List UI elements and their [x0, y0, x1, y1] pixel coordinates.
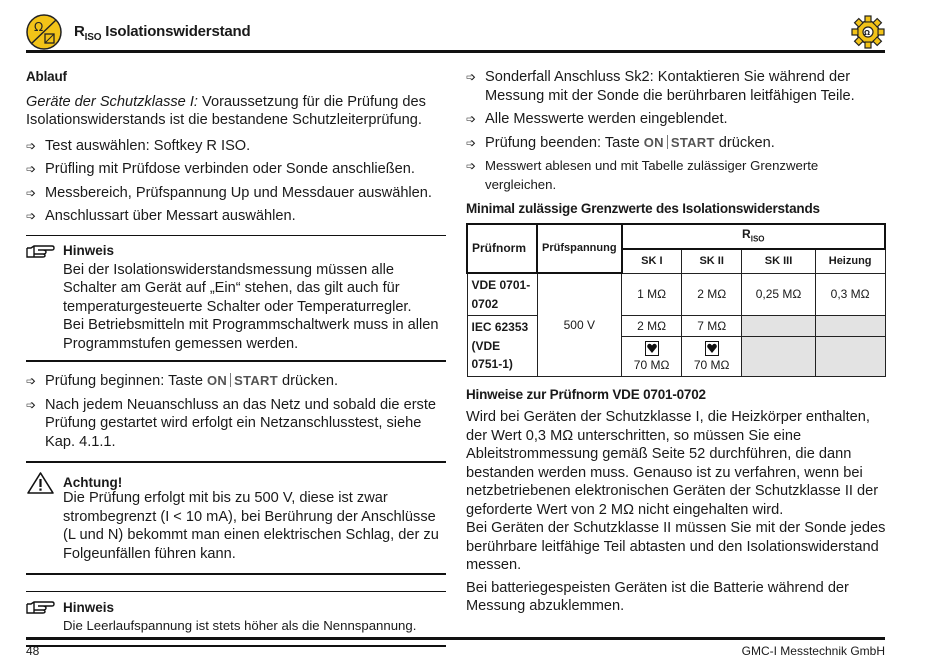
step-mode: ➩ Anschlussart über Messart auswählen. — [26, 208, 296, 224]
table-subheader: Heizung — [815, 249, 885, 273]
step-netz: ➩ Nach jedem Neuanschluss an das Netz und sobald die erste Prüfung gestartet wird erfolgt ein Netzanschlusstest, siehe Kap. 4.1.1. — [26, 396, 437, 450]
table-title: Minimal zulässige Grenzwerte des Isolationswiderstands — [466, 201, 820, 216]
step-end: ➩ Prüfung beenden: Taste ON START drücken. — [466, 134, 775, 151]
limits-table — [466, 223, 886, 377]
warning-title: Achtung! — [63, 474, 123, 490]
table-subheader: SK I — [622, 249, 682, 273]
company-name: GMC-I Messtechnik GmbH — [741, 644, 885, 658]
norm-notes-p3: Bei batteriegespeisten Geräten ist die Batterie während der Messung abzuklemmen. — [466, 579, 849, 615]
norm-notes-p2: Bei Geräten der Schutzklasse II müssen Sie mit der Sonde jedes berührbare leitfähige Teil abtasten und den Isolationswiderstand messen. — [466, 520, 886, 574]
gear-icon — [851, 15, 885, 49]
ohm-yellow-icon — [26, 14, 62, 50]
table-cell-empty — [815, 336, 885, 376]
arrow-bullet-icon: ➩ — [466, 135, 477, 150]
note-text: Bei der Isolationswiderstandsmessung müssen alle Schalter am Gerät auf „Ein“ stehen, das gilt auch für temperaturgesteuerte Schalter oder Temperaturregler. Bei Betriebsmitteln mit Programmschaltwerk muss in allen Programmstufen gemessen werden. — [63, 261, 439, 352]
arrow-bullet-icon: ➩ — [466, 159, 477, 173]
norm-notes-title: Hinweise zur Prüfnorm VDE 0701-0702 — [466, 386, 706, 402]
table-header-norm: Prüfnorm — [467, 224, 537, 274]
table-subheader: SK II — [682, 249, 742, 273]
note-box — [26, 236, 446, 361]
step-values: ➩ Alle Messwerte werden eingeblendet. — [466, 111, 728, 127]
norm-notes-p1: Wird bei Geräten der Schutzklasse I, die Heizkörper enthalten, der Wert 0,3 MΩ unterschritten, so müssen Sie eine Ableitstrommessung gemäß Seite 52 durchführen, die dann bestanden werden muss. Genauso ist zu verfahren, wenn bei netzbetriebenen elektronischen Geräten der Schutzklasse II der geforderte Wert von 2 MΩ nicht eingehalten wird. — [466, 409, 879, 518]
page-title: $R_{ISO}$ Isolationswiderstand — [74, 23, 251, 43]
right-column — [466, 68, 886, 620]
table-cell-empty — [742, 316, 816, 337]
table-header-riso: $R_{ISO}$ — [622, 224, 885, 250]
header-rule — [26, 50, 885, 53]
table-cell: 0,3 MΩ — [815, 273, 885, 316]
arrow-bullet-icon: ➩ — [466, 70, 477, 84]
table-header-voltage: Prüfspannung — [537, 224, 622, 274]
note-title: Hinweis — [63, 243, 115, 259]
heart-applied-part-icon — [645, 341, 659, 356]
step-sk2: ➩ Sonderfall Anschluss Sk2: Kontaktieren Sie während der Messung mit der Sonde die berührbaren leitfähigen Teile. — [466, 69, 855, 104]
arrow-bullet-icon: ➩ — [26, 374, 37, 388]
pointing-hand-icon — [26, 244, 55, 260]
warning-triangle-icon — [26, 471, 55, 495]
note-box-2 — [26, 592, 446, 643]
arrow-bullet-icon: ➩ — [26, 209, 37, 223]
step-connect: ➩ Prüfling mit Prüfdose verbinden oder Sonde anschließen. — [26, 161, 415, 177]
footer-rule — [26, 637, 885, 640]
table-cell-empty — [742, 336, 816, 376]
table-row-norm: IEC 62353 (VDE 0751-1) — [467, 316, 537, 377]
arrow-bullet-icon: ➩ — [466, 112, 477, 126]
arrow-bullet-icon: ➩ — [26, 185, 37, 200]
pointing-hand-icon — [26, 600, 55, 616]
section-title: Ablauf — [26, 69, 67, 84]
table-cell: 1 MΩ — [622, 273, 682, 316]
heart-applied-part-icon — [705, 341, 719, 356]
table-cell-voltage: 500 V — [537, 273, 622, 376]
svg-text:Ω: Ω — [864, 29, 870, 37]
arrow-bullet-icon: ➩ — [26, 162, 37, 176]
table-subheader: SK III — [742, 249, 816, 273]
divider — [26, 360, 446, 362]
table-cell: 2 MΩ — [622, 316, 682, 337]
table-cell: 7 MΩ — [682, 316, 742, 337]
table-row-norm: VDE 0701-0702 — [467, 273, 537, 316]
left-column — [26, 68, 446, 647]
divider — [26, 573, 446, 575]
svg-text:Ω: Ω — [34, 20, 44, 34]
divider — [26, 645, 446, 647]
step-range: ➩ Messbereich, Prüfspannung Up und Messdauer auswählen. — [26, 184, 432, 201]
table-cell: 70 MΩ — [622, 336, 682, 376]
note-text: Die Leerlaufspannung ist stets höher als die Nennspannung. — [63, 618, 417, 633]
page-header — [26, 14, 885, 54]
warning-text: Die Prüfung erfolgt mit bis zu 500 V, diese ist zwar strombegrenzt (I < 10 mA), bei Berührung der Anschlüsse (L und N) bekommt man einen elektrischen Schlag, der zu Folgeunfällen führen kann. — [63, 490, 439, 562]
arrow-bullet-icon: ➩ — [26, 397, 37, 412]
step-start: ➩ Prüfung beginnen: Taste ON START drücken. — [26, 373, 339, 389]
step-read: ➩ Messwert ablesen und mit Tabelle zulässiger Grenzwerte vergleichen. — [466, 158, 819, 192]
arrow-bullet-icon: ➩ — [26, 138, 37, 153]
table-cell: 0,25 MΩ — [742, 273, 816, 316]
table-cell: 70 MΩ — [682, 336, 742, 376]
table-cell: 2 MΩ — [682, 273, 742, 316]
warning-box — [26, 463, 446, 570]
intro-paragraph: Geräte der Schutzklasse I: Voraussetzung für die Prüfung des Isolationswiderstands ist die bestandene Schutzleiterprüfung. — [26, 93, 426, 128]
table-cell-empty — [815, 316, 885, 337]
step-select-test: ➩ Test auswählen: Softkey R ISO. — [26, 137, 251, 154]
page-number: 48 — [26, 644, 40, 658]
note-title: Hinweis — [63, 599, 115, 615]
